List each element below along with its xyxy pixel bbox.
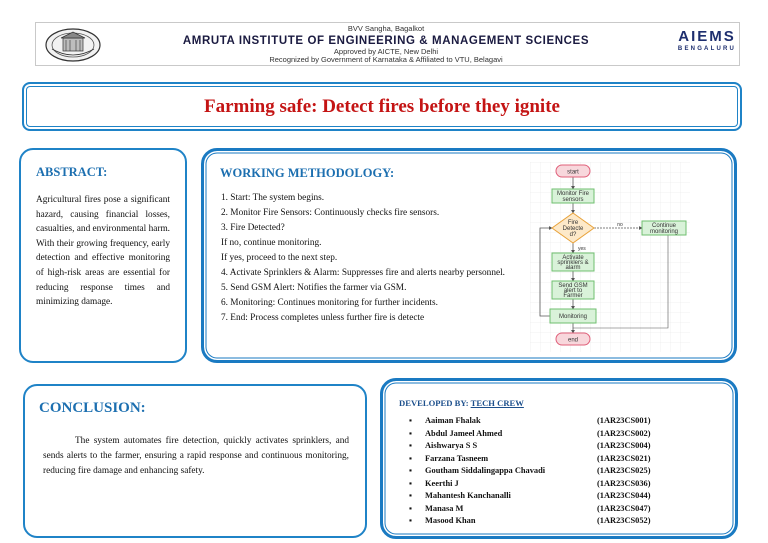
- member-name: Masood Khan: [425, 516, 476, 525]
- flowchart-gsm-label: alert to: [563, 288, 583, 294]
- methodology-step: 1. Start: The system begins.: [221, 193, 325, 203]
- flowchart-continue-label: Continue: [651, 223, 677, 229]
- header-line4: Recognized by Government of Karnataka & Affiliated to VTU, Belagavi: [269, 55, 503, 64]
- flowchart-gsm-label: Farmer: [563, 293, 583, 299]
- member-name: Farzana Tasneem: [425, 453, 489, 463]
- flowchart-continue-label: monitoring: [649, 229, 679, 235]
- abstract-text: Agricultural fires pose a significant hazard, causing financial losses, casualties, and environmental harm. With their growing frequency, early detection and effective monitoring of high-risk areas are essential for reducing response times and minimizing damage.: [36, 195, 170, 308]
- member-name: Goutham Siddalingappa Chavadi: [425, 466, 546, 475]
- team-panel: [380, 378, 738, 539]
- bullet-icon: ▪: [409, 503, 412, 513]
- flowchart-activate-label: alarm: [565, 265, 581, 271]
- methodology-panel: [201, 148, 737, 363]
- methodology-step: 3. Fire Detected?: [221, 223, 285, 233]
- member-name: Aaiman Fhalak: [425, 416, 481, 425]
- team-member: [409, 465, 719, 478]
- team-member: [409, 490, 719, 503]
- team-member: [409, 515, 719, 528]
- member-id: (1AR23CS004): [597, 441, 651, 450]
- team-heading-prefix: DEVELOPED BY:: [399, 398, 469, 408]
- methodology-step: 5. Send GSM Alert: Notifies the farmer via GSM.: [221, 283, 407, 293]
- bullet-icon: ▪: [409, 478, 412, 488]
- flowchart-yes-label: yes: [578, 246, 586, 252]
- member-id: (1AR23CS036): [597, 478, 651, 488]
- abstract-heading: ABSTRACT:: [36, 165, 108, 179]
- team-member: [409, 453, 719, 466]
- bullet-icon: ▪: [409, 428, 412, 438]
- bullet-icon: ▪: [409, 416, 412, 425]
- methodology-step: 7. End: Process completes unless further fire is detecte: [221, 313, 425, 323]
- member-id: (1AR23CS047): [597, 503, 651, 513]
- member-name: Abdul Jameel Ahmed: [425, 428, 503, 438]
- member-id: (1AR23CS001): [597, 416, 651, 425]
- member-name: Mahantesh Kanchanalli: [425, 491, 511, 500]
- member-name: Aishwarya S S: [425, 441, 478, 450]
- methodology-step: If no, continue monitoring.: [221, 238, 322, 248]
- flowchart-activate-label: sprinklers &: [557, 260, 589, 266]
- institute-seal-logo: [44, 27, 102, 63]
- member-id: (1AR23CS044): [597, 491, 651, 500]
- conclusion-text: The system automates fire detection, quickly activates sprinklers, and sends alerts to the farmer, ensuring a rapid response and continuous monitoring, reducing fire damage and enhancing safety.: [43, 436, 349, 476]
- methodology-step: 4. Activate Sprinklers & Alarm: Suppresses fire and alerts nearby personnel.: [221, 268, 505, 278]
- team-member: [409, 428, 719, 441]
- methodology-step: If yes, proceed to the next step.: [221, 253, 338, 263]
- flowchart-gsm-label: Send GSM: [558, 283, 588, 289]
- aiems-logo-text: AIEMS: [678, 28, 736, 45]
- methodology-step: 2. Monitor Fire Sensors: Continuously checks fire sensors.: [221, 208, 440, 218]
- member-id: (1AR23CS002): [597, 428, 651, 438]
- flowchart-monitor-label: sensors: [562, 197, 584, 203]
- flowchart-start-label: start: [567, 169, 579, 176]
- header-banner: [35, 22, 740, 66]
- member-id: (1AR23CS025): [597, 466, 651, 475]
- aiems-logo-subtext: BENGALURU: [677, 46, 737, 52]
- bullet-icon: ▪: [409, 441, 412, 450]
- flowchart-monitor-label: Monitor Fire: [556, 191, 590, 197]
- bullet-icon: ▪: [409, 516, 412, 525]
- title-banner: [22, 82, 742, 131]
- header-text: [106, 25, 666, 65]
- institute-name: AMRUTA INSTITUTE OF ENGINEERING & MANAGEMENT SCIENCES: [182, 34, 590, 47]
- team-member-list: [409, 415, 719, 528]
- abstract-panel: [19, 148, 187, 363]
- team-member: [409, 478, 719, 491]
- flowchart-decision-label: d?: [569, 232, 577, 238]
- flowchart-no-label: no: [617, 222, 623, 228]
- member-name: Manasa M: [425, 503, 464, 513]
- member-name: Keerthi J: [425, 478, 459, 488]
- methodology-heading: WORKING METHODOLOGY:: [220, 166, 395, 180]
- bullet-icon: ▪: [409, 453, 412, 463]
- aiems-logo: [676, 29, 738, 54]
- conclusion-panel: [23, 384, 367, 538]
- conclusion-heading: CONCLUSION:: [39, 400, 146, 416]
- team-name: TECH CREW: [470, 398, 524, 408]
- team-member: [409, 415, 719, 428]
- bullet-icon: ▪: [409, 491, 412, 500]
- team-member: [409, 503, 719, 516]
- team-member: [409, 440, 719, 453]
- team-heading: [399, 398, 524, 408]
- header-line3: Approved by AICTE, New Delhi: [333, 46, 439, 56]
- flowchart-diagram: [530, 162, 690, 352]
- member-id: (1AR23CS021): [597, 453, 651, 463]
- flowchart-decision-label: Detecte: [562, 226, 584, 232]
- flowchart-end-label: end: [567, 337, 579, 344]
- bullet-icon: ▪: [409, 466, 412, 475]
- flowchart-decision-label: Fire: [567, 220, 579, 226]
- methodology-step: 6. Monitoring: Continues monitoring for further incidents.: [221, 298, 438, 308]
- methodology-steps: [221, 191, 521, 326]
- header-line1: BVV Sangha, Bagalkot: [347, 24, 425, 33]
- flowchart-monitoring-label: Monitoring: [558, 314, 588, 320]
- poster-title: Farming safe: Detect fires before they ignite: [204, 96, 560, 117]
- member-id: (1AR23CS052): [597, 516, 651, 525]
- flowchart-activate-label: Activate: [562, 255, 584, 261]
